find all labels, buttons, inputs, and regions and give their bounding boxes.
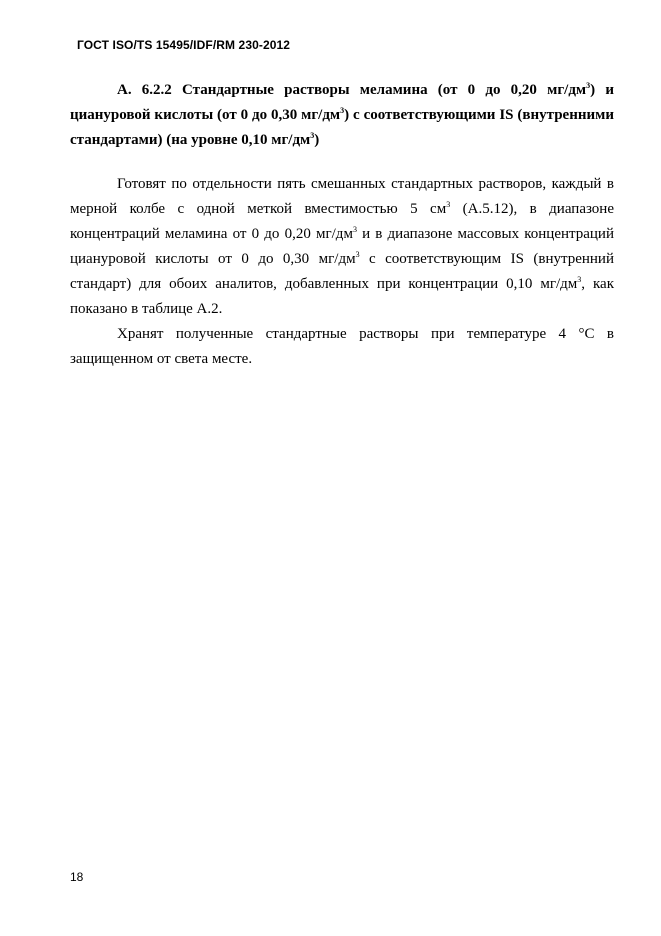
paragraph-storage: Хранят полученные стандартные растворы при температуре 4 °С в защищенном от света месте. [70, 326, 614, 367]
heading-superscript-1: 3 [586, 81, 591, 90]
paragraph1-text-5: , как показано в таблице А.2. [70, 276, 614, 317]
paragraph1-superscript-2: 3 [352, 225, 357, 234]
paragraph1-superscript-3: 3 [355, 250, 360, 259]
heading-text-4: ) [314, 132, 320, 148]
heading-superscript-3: 3 [310, 131, 315, 140]
paragraph1-text-1: Готовят по отдельности пять смешанных стандартных растворов, каждый в мерной колбе с одной меткой вместимостью 5 см [70, 176, 614, 217]
heading-text-1: А. 6.2.2 Стандартные растворы меламина (от 0 до 0,20 мг/дм [117, 82, 587, 98]
paragraph1-superscript-1: 3 [446, 200, 451, 209]
document-header: ГОСТ ISO/TS 15495/IDF/RM 230-2012 [77, 38, 291, 52]
paragraph1-superscript-4: 3 [577, 275, 582, 284]
paragraph-preparation [70, 172, 614, 322]
page-number: 18 [70, 870, 84, 884]
paragraph1-text-4: с соответствующим IS (внутренний стандарт) для обоих аналитов, добавленных при концентрации 0,10 мг/дм [70, 251, 614, 292]
heading-text-3: ) с соответствующими IS (внутренними стандартами) (на уровне 0,10 мг/дм [70, 107, 614, 148]
heading-text-2: ) и циануровой кислоты (от 0 до 0,30 мг/дм [70, 82, 614, 123]
document-body [70, 78, 614, 372]
heading-superscript-2: 3 [340, 106, 345, 115]
paragraph1-text-3: и в диапазоне массовых концентраций циануровой кислоты от 0 до 0,30 мг/дм [70, 226, 614, 267]
section-heading [70, 78, 614, 153]
paragraph1-text-2: (А.5.12), в диапазоне концентраций меламина от 0 до 0,20 мг/дм [70, 201, 614, 242]
